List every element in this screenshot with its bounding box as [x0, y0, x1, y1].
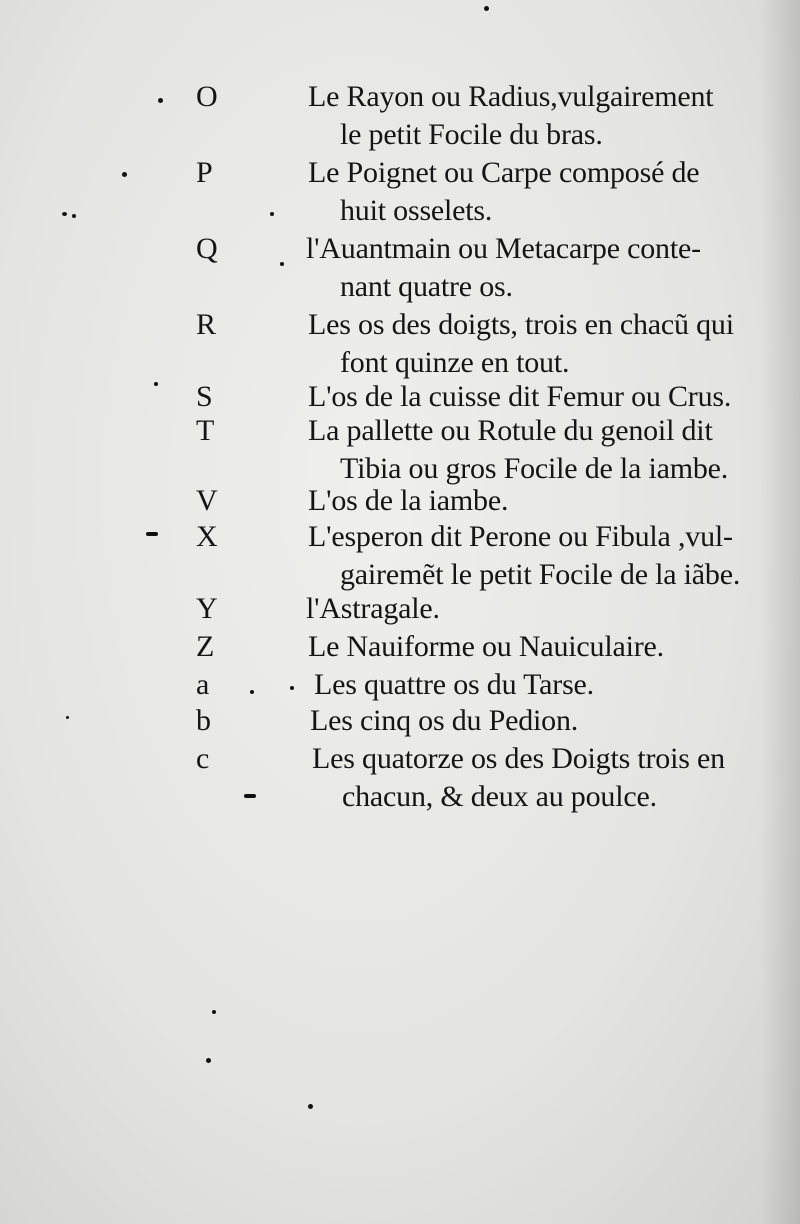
entry-letter: Y [196, 592, 218, 625]
entry-text-line: gairemẽt le petit Focile de la iãbe. [340, 558, 741, 591]
entry-text-line: le petit Focile du bras. [340, 118, 603, 151]
entry-text-line: Les quatorze os des Doigts trois en [312, 742, 725, 775]
entry-letter: O [196, 80, 218, 113]
entry-letter: Q [196, 232, 218, 265]
entry-letter: V [196, 484, 218, 517]
page-edge-shadow [760, 0, 800, 1224]
entry-letter: c [196, 742, 210, 775]
entry-text-line: Les os des doigts, trois en chacũ qui [308, 308, 734, 341]
entry-letter: a [196, 668, 210, 701]
entry-text-line: l'Auantmain ou Metacarpe conte- [306, 232, 701, 265]
entry-text-line: Les cinq os du Pedion. [310, 704, 579, 737]
entry-text-line: L'os de la iambe. [308, 484, 509, 517]
entry-letter: S [196, 380, 213, 413]
entry-text-line: Les quattre os du Tarse. [314, 668, 594, 701]
entry-text-line: Le Rayon ou Radius,vulgairement [308, 80, 714, 113]
entry-text-line: L'esperon dit Perone ou Fibula ,vul- [308, 520, 733, 553]
entry-letter: b [196, 704, 211, 737]
entry-letter: X [196, 520, 218, 553]
entry-text-line: huit osselets. [340, 194, 493, 227]
entry-text-line: font quinze en tout. [340, 346, 570, 379]
entry-text-line: Tibia ou gros Focile de la iambe. [340, 452, 729, 485]
entry-text-line: Le Nauiforme ou Nauiculaire. [308, 630, 664, 663]
entry-text-line: Le Poignet ou Carpe composé de [308, 156, 700, 189]
entry-text-line: l'Astragale. [306, 592, 440, 625]
entry-text-line: L'os de la cuisse dit Femur ou Crus. [308, 380, 732, 413]
entry-letter: P [196, 156, 213, 189]
entry-letter: T [196, 414, 215, 447]
entry-text-line: chacun, & deux au poulce. [342, 780, 657, 813]
entry-letter: R [196, 308, 217, 341]
entry-text-line: nant quatre os. [340, 270, 513, 303]
entry-text-line: La pallette ou Rotule du genoil dit [308, 414, 713, 447]
entry-letter: Z [196, 630, 215, 663]
